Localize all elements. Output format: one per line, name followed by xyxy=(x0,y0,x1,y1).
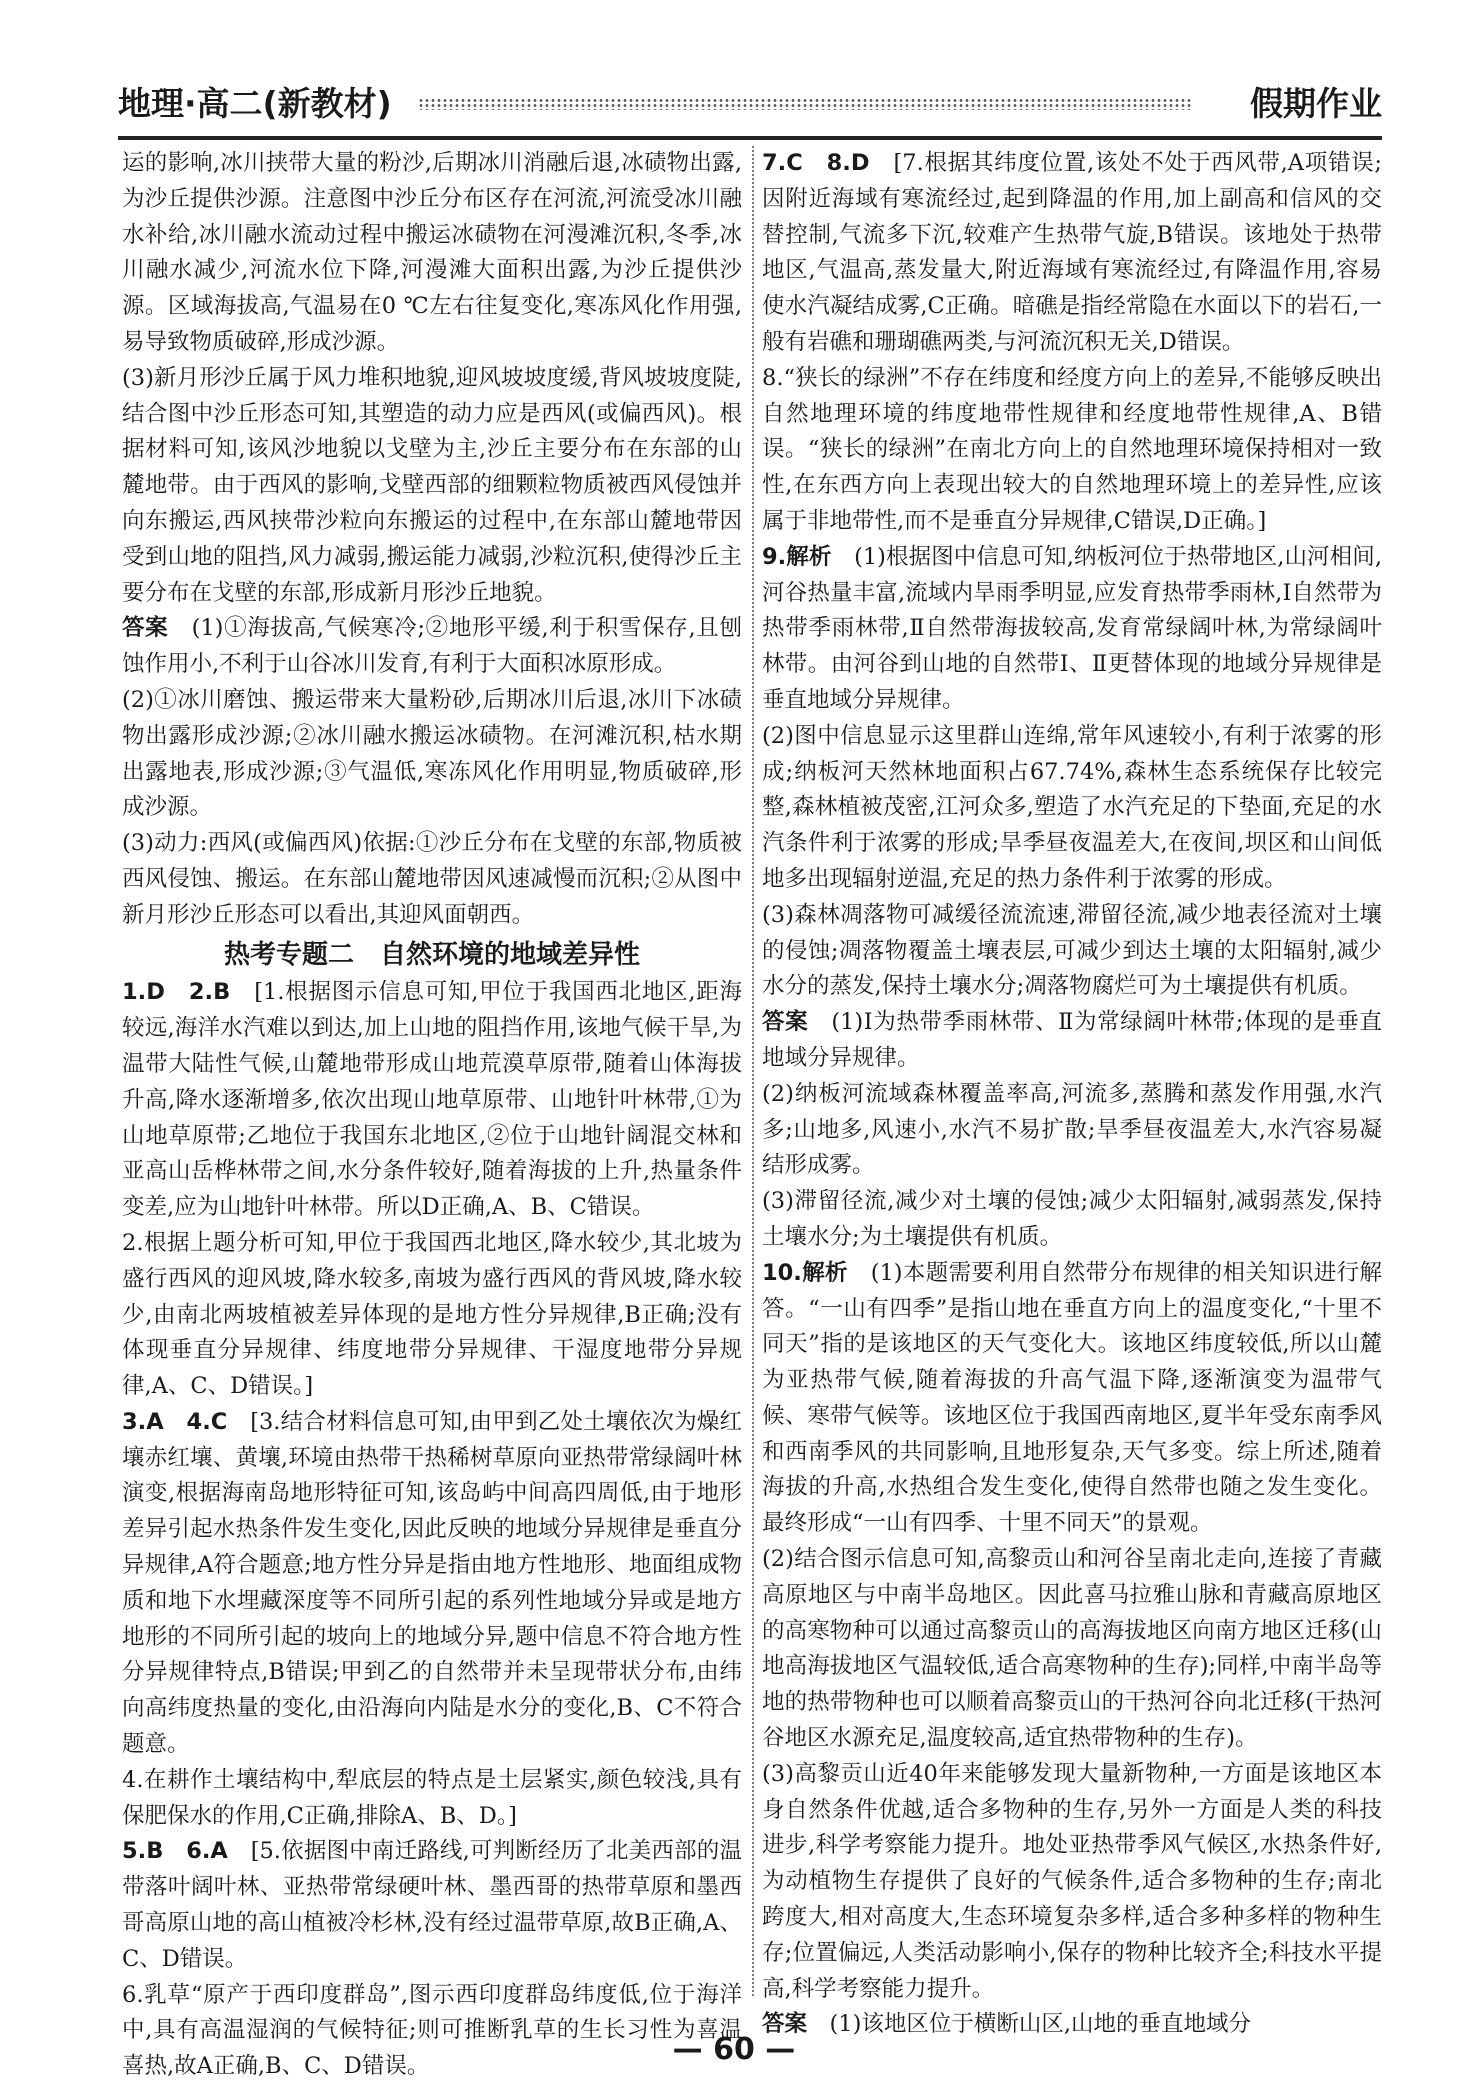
question-block xyxy=(122,975,742,1226)
answer-paragraph: 6.乳草“原产于西印度群岛”,图示西印度群岛纬度低,位于海洋中,具有高温湿润的气候特征;则可推断乳草的生长习性为喜温喜热,故A正确,B、C、D错误。 xyxy=(122,1981,742,2080)
question-answers: 5.B 6.A xyxy=(122,1838,228,1865)
answer-paragraph: (3)森林凋落物可减缓径流流速,滞留径流,减少地表径流对土壤的侵蚀;凋落物覆盖土壤表层,可减少到达土壤的太阳辐射,减少水分的蒸发,保持土壤水分;凋落物腐烂可为土壤提供有机质。 xyxy=(762,901,1382,1000)
question-explanation: [3.结合材料信息可知,由甲到乙处土壤依次为燥红壤赤红壤、黄壤,环境由热带干热稀树草原向亚热带常绿阔叶林演变,根据海南岛地形特征可知,该岛屿中间高四周低,由于地形差异引起水热条件发生变化,因此反映的地域分异规律是垂直分异规律,A符合题意;地方性分异是指由地方性地形、地面组成物质和地下水埋藏深度等不同所引起的系列性地域分异或是地方地形的不同所引起的坡向上的地域分异,题中信息不符合地方性分异规律特点,B错误;甲到乙的自然带并未呈现带状分布,由纬向高纬度热量的变化,由沿海向内陆是水分的变化,B、C不符合题意。 xyxy=(122,1408,742,1758)
answer-paragraph: (2)纳板河流域森林覆盖率高,河流多,蒸腾和蒸发作用强,水汽多;山地多,风速小,水汽不易扩散;旱季昼夜温差大,水汽容易凝结形成雾。 xyxy=(762,1080,1382,1179)
question-answers: 7.C 8.D xyxy=(762,150,870,176)
analysis-label: 解析 xyxy=(801,1259,848,1286)
answer-paragraph: (3)滞留径流,减少对土壤的侵蚀;减少太阳辐射,减弱蒸发,保持土壤水分;为土壤提供有机质。 xyxy=(762,1188,1382,1250)
page-number: — 60 — xyxy=(672,2032,796,2067)
answer-paragraph: 8.“狭长的绿洲”不存在纬度和经度方向上的差异,不能够反映出自然地理环境的纬度地带性规律和经度地带性规律,A、B错误。“狭长的绿洲”在南北方向上的自然地理环境保持相对一致性,在东西方向上表现出较大的自然地理环境上的差异性,应该属于非地带性,而不是垂直分异规律,C错误,D正确。] xyxy=(762,364,1382,534)
answer-paragraph: 运的影响,冰川挟带大量的粉沙,后期冰川消融后退,冰碛物出露,为沙丘提供沙源。注意图中沙丘分布区存在河流,河流受冰川融水补给,冰川融水流动过程中搬运冰碛物在河漫滩沉积,冬季,冰川融水减少,河流水位下降,河漫滩大面积出露,为沙丘提供沙源。区域海拔高,气温易在0 ℃左右往复变化,寒冻风化作用强,易导致物质破碎,形成沙源。 xyxy=(122,150,742,355)
right-column xyxy=(762,146,1382,2038)
question-block xyxy=(762,540,1382,719)
answer-block xyxy=(122,611,742,683)
question-explanation: [7.根据其纬度位置,该处不处于西风带,A项错误;因附近海域有寒流经过,起到降温的作用,加上副高和信风的交替控制,气流多下沉,较难产生热带气旋,B错误。该地处于热带地区,气温高,蒸发量大,附近海域有寒流经过,有降温作用,容易使水汽凝结成雾,C正确。暗礁是指经常隐在水面以下的岩石,一般有岩礁和珊瑚礁两类,与河流沉积无关,D错误。 xyxy=(762,150,1382,355)
answer-label: 答案 xyxy=(122,615,169,642)
question-explanation: [5.依据图中南迁路线,可判断经历了北美西部的温带落叶阔叶林、亚热带常绿硬叶林、墨西哥的热带草原和墨西哥高原山地的高山植被冷杉林,没有经过温带草原,故B正确,A、C、D错误。 xyxy=(122,1838,742,1972)
question-block xyxy=(122,1405,742,1763)
header-subject: 地理·高二(新教材) xyxy=(118,84,392,123)
analysis-text: (1)根据图中信息可知,纳板河位于热带地区,山河相间,河谷热量丰富,流域内旱雨季明显,应发育热带季雨林,Ⅰ自然带为热带季雨林带,Ⅱ自然带海拔较高,发育常绿阔叶林,为常绿阔叶林带。由河谷到山地的自然带Ⅰ、Ⅱ更替体现的地域分异规律是垂直地域分异规律。 xyxy=(762,543,1382,713)
answer-paragraph: (2)图中信息显示这里群山连绵,常年风速较小,有利于浓雾的形成;纳板河天然林地面积占67.74%,森林生态系统保存比较完整,森林植被茂密,江河众多,塑造了水汽充足的下垫面,充足的水汽条件利于浓雾的形成;旱季昼夜温差大,在夜间,坝区和山间低地多出现辐射逆温,充足的热力条件利于浓雾的形成。 xyxy=(762,722,1382,892)
analysis-text: (1)本题需要利用自然带分布规律的相关知识进行解答。“一山有四季”是指山地在垂直方向上的温度变化,“十里不同天”指的是该地区的天气变化大。该地区纬度较低,所以山麓为亚热带气候,随着海拔的升高气温下降,逐渐演变为温带气候、寒带气候等。该地区位于我国西南地区,夏半年受东南季风和西南季风的共同影响,且地形复杂,天气多变。综上所述,随着海拔的升高,水热组合发生变化,使得自然带也随之发生变化。最终形成“一山有四季、十里不同天”的景观。 xyxy=(762,1259,1382,1537)
answer-paragraph: 2.根据上题分析可知,甲位于我国西北地区,降水较少,其北坡为盛行西风的迎风坡,降水较多,南坡为盛行西风的背风坡,降水较少,由南北两坡植被差异体现的是地方性分异规律,B正确;没有体现垂直分异规律、纬度地带分异规律、干湿度地带分异规律,A、C、D错误。] xyxy=(122,1229,742,1400)
answer-text: (1)该地区位于横断山区,山地的垂直地域分 xyxy=(829,2011,1252,2038)
header-series: 假期作业 xyxy=(1250,84,1382,123)
question-number: 9. xyxy=(762,543,787,570)
question-block xyxy=(762,146,1382,361)
analysis-label: 解析 xyxy=(786,543,832,570)
question-number: 10. xyxy=(762,1259,802,1286)
answer-paragraph: (2)①冰川磨蚀、搬运带来大量粉砂,后期冰川后退,冰川下冰碛物出露形成沙源;②冰川融水搬运冰碛物。在河滩沉积,枯水期出露地表,形成沙源;③气温低,寒冻风化作用明显,物质破碎,形成沙源。 xyxy=(122,686,742,821)
answer-text: (1)Ⅰ为热带季雨林带、Ⅱ为常绿阔叶林带;体现的是垂直地域分异规律。 xyxy=(762,1009,1382,1071)
answer-paragraph: (3)高黎贡山近40年来能够发现大量新物种,一方面是该地区本身自然条件优越,适合多物种的生存,另外一方面是人类的科技进步,科学考察能力提升。地处亚热带季风气候区,水热条件好,为动植物生存提供了良好的气候条件,适合多物种的生存;南北跨度大,相对高度大,生态环境复杂多样,适合多种多样的物种生存;位置偏远,人类活动影响小,保存的物种比较齐全;科技水平提高,科学考察能力提升。 xyxy=(762,1760,1382,2002)
question-block xyxy=(762,1256,1382,1542)
answer-paragraph: (3)动力:西风(或偏西风)依据:①沙丘分布在戈壁的东部,物质被西风侵蚀、搬运。在东部山麓地带因风速减慢而沉积;②从图中新月形沙丘形态可以看出,其迎风面朝西。 xyxy=(122,830,742,928)
answer-block xyxy=(762,1005,1382,1077)
question-answers: 3.A 4.C xyxy=(122,1408,228,1435)
page-header xyxy=(118,78,1382,130)
question-block xyxy=(122,1834,742,1977)
answer-label: 答案 xyxy=(762,1009,809,1036)
answer-paragraph: (3)新月形沙丘属于风力堆积地貌,迎风坡坡度缓,背风坡坡度陡,结合图中沙丘形态可知,其塑造的动力应是西风(或偏西风)。根据材料可知,该风沙地貌以戈壁为主,沙丘主要分布在东部的山麓地带。由于西风的影响,戈壁西部的细颗粒物质被西风侵蚀并向东搬运,西风挟带沙粒向东搬运的过程中,在东部山麓地带因受到山地的阻挡,风力减弱,搬运能力减弱,沙粒沉积,使得沙丘主要分布在戈壁的东部,形成新月形沙丘地貌。 xyxy=(122,364,742,606)
question-explanation: [1.根据图示信息可知,甲位于我国西北地区,距海较远,海洋水汽难以到达,加上山地的阻挡作用,该地气候干旱,为温带大陆性气候,山麓地带形成山地荒漠草原带,随着山体海拔升高,降水逐渐增多,依次出现山地草原带、山地针叶林带,①为山地草原带;乙地位于我国东北地区,②位于山地针阔混交林和亚高山岳桦林带之间,水分条件较好,随着海拔的上升,热量条件变差,应为山地针叶林带。所以D正确,A、B、C错误。 xyxy=(122,979,742,1221)
answer-paragraph: 4.在耕作土壤结构中,犁底层的特点是土层紧实,颜色较浅,具有保肥保水的作用,C正确,排除A、B、D。] xyxy=(122,1766,742,1829)
header-rule xyxy=(118,136,1382,140)
answer-paragraph: (2)结合图示信息可知,高黎贡山和河谷呈南北走向,连接了青藏高原地区与中南半岛地区。因此喜马拉雅山脉和青藏高原地区的高寒物种可以通过高黎贡山的高海拔地区向南方地区迁移(山地高海拔地区气温较低,适合高寒物种的生存);同样,中南半岛等地的热带物种也可以顺着高黎贡山的干热河谷向北迁移(干热河谷地区水源充足,温度较高,适宜热带物种的生存)。 xyxy=(762,1546,1382,1752)
answer-text: (1)①海拔高,气候寒冷;②地形平缓,利于积雪保存,且刨蚀作用小,不利于山谷冰川发育,有利于大面积冰原形成。 xyxy=(122,615,742,678)
column-divider xyxy=(752,146,755,1996)
section-title: 热考专题二 自然环境的地域差异性 xyxy=(223,939,640,970)
question-answers: 1.D 2.B xyxy=(122,979,231,1006)
answer-label: 答案 xyxy=(762,2011,808,2038)
header-dotted-line xyxy=(418,98,1192,110)
